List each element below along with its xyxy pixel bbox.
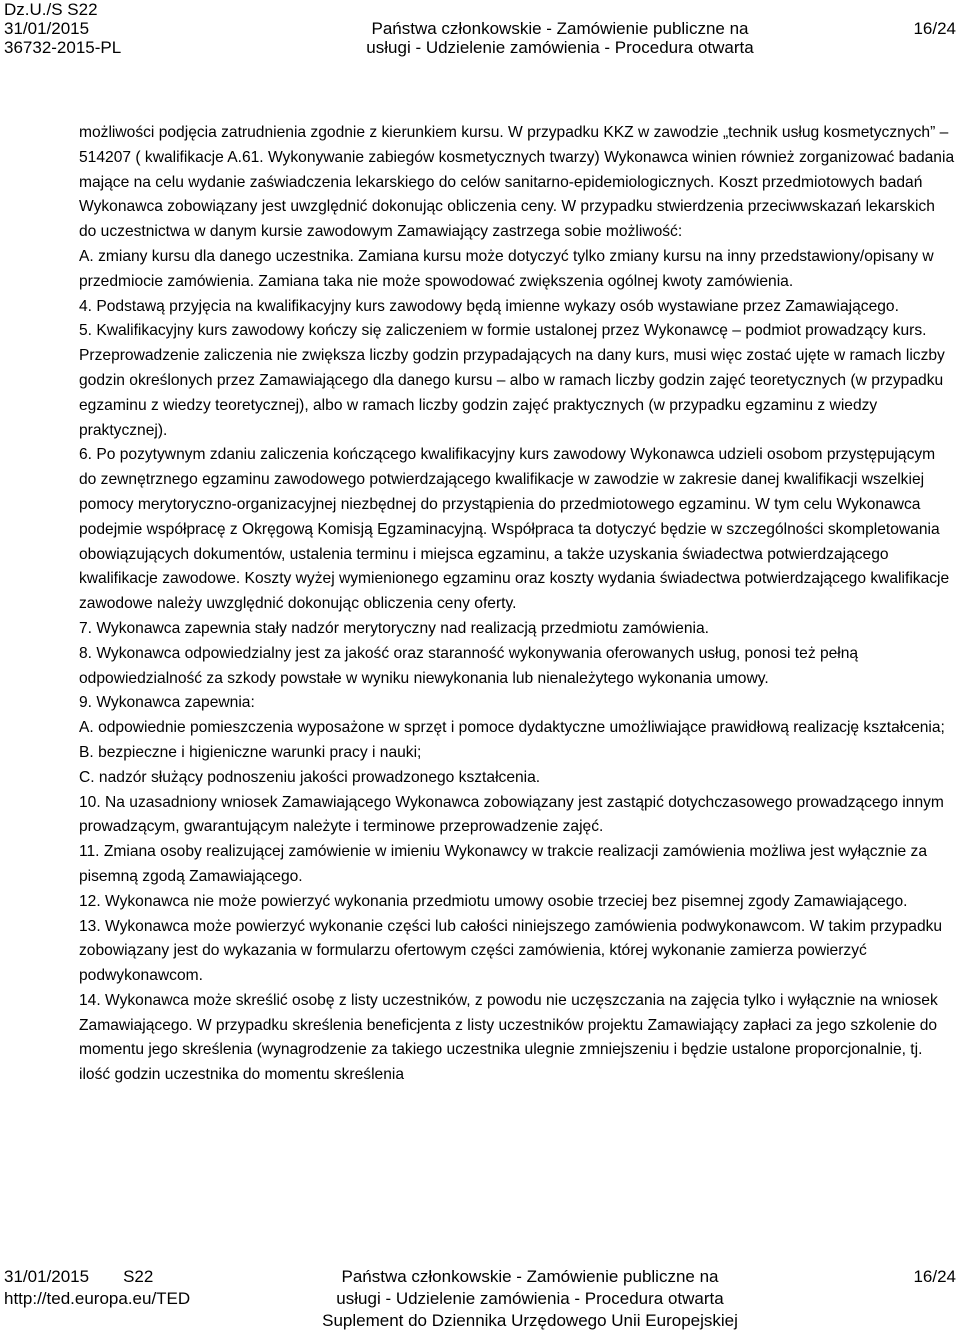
page-footer [0, 1263, 960, 1330]
footer-title-line1: Państwa członkowskie - Zamówienie publiczne na [341, 1267, 719, 1286]
footer-series: S22 [123, 1267, 154, 1286]
paragraph: 5. Kwalifikacyjny kurs zawodowy kończy się zaliczeniem w formie ustalonej przez Wykonawcę – podmiot prowadzący kurs. Przeprowadzenie zaliczenia nie zwiększa liczby godzin przypadających na dany kurs, musi więc zostać ujęte w ramach liczby godzin określonych przez Zamawiającego dla danego kursu – albo w ramach liczby godzin zajęć teoretycznych (w przypadku egzaminu z wiedzy teoretycznej), albo w ramach liczby godzin zajęć praktycznych (w przypadku egzaminu z wiedzy praktycznej). [79, 322, 945, 439]
header-title-line2: usługi - Udzielenie zamówienia - Procedura otwarta [366, 38, 754, 57]
paragraph: B. bezpieczne i higieniczne warunki pracy i nauki; [79, 743, 422, 761]
document-body [79, 121, 955, 1088]
header-title-line1: Państwa członkowskie - Zamówienie publiczne na [371, 19, 749, 38]
paragraph: A. zmiany kursu dla danego uczestnika. Zamiana kursu może dotyczyć tylko zmiany kursu na inny przedstawiony/opisany w przedmiocie zamówienia. Zamiana taka nie może spowodować zwiększenia ogólnej kwoty zamówienia. [79, 247, 934, 290]
paragraph: 4. Podstawą przyjęcia na kwalifikacyjny kurs zawodowy będą imienne wykazy osób wystawiane przez Zamawiającego. [79, 297, 899, 315]
footer-page-number: 16/24 [913, 1267, 956, 1286]
paragraph: 13. Wykonawca może powierzyć wykonanie części lub całości niniejszego zamówienia podwykonawcom. W takim przypadku zobowiązany jest do wykazania w formularzu ofertowym części zamówienia, której wykonanie zamierza powierzyć podwykonawcom. [79, 917, 943, 985]
paragraph: A. odpowiednie pomieszczenia wyposażone w sprzęt i pomoce dydaktyczne umożliwiające prawidłową realizację kształcenia; [79, 719, 945, 737]
paragraph: 7. Wykonawca zapewnia stały nadzór merytoryczny nad realizacją przedmiotu zamówienia. [79, 619, 709, 637]
footer-url: http://ted.europa.eu/TED [4, 1289, 191, 1308]
notice-number: 36732-2015-PL [4, 38, 122, 57]
paragraph: 8. Wykonawca odpowiedzialny jest za jakość oraz staranność wykonywania oferowanych usług, ponosi też pełną odpowiedzialność za szkody powstałe w wyniku niewykonania lub nienależytego wykonania umowy. [79, 644, 859, 687]
footer-left [4, 1266, 190, 1310]
header-left [4, 0, 121, 57]
header-center [330, 0, 790, 57]
paragraph: 9. Wykonawca zapewnia: [79, 694, 255, 712]
paragraph: C. nadzór służący podnoszeniu jakości prowadzonego kształcenia. [79, 768, 541, 786]
footer-right [913, 1266, 956, 1288]
header-right [913, 0, 956, 38]
paragraph: 10. Na uzasadniony wniosek Zamawiającego Wykonawca zobowiązany jest zastąpić dotychczasowego prowadzącego innym prowadzącym, gwarantującym należyte i terminowe przeprowadzenie zajęć. [79, 793, 944, 836]
paragraph: 14. Wykonawca może skreślić osobę z listy uczestników, z powodu nie uczęszczania na zajęcia tylko i wyłącznie na wniosek Zamawiającego. W przypadku skreślenia beneficjenta z listy uczestników projektu Zamawiający zapłaci za jego szkolenie do momentu jego skreślenia (wynagrodzenie za takiego uczestnika ulegnie zmniejszeniu i będzie ustalone proporcjonalnie, tj. ilość godzin uczestnika do momentu skreślenia [79, 991, 938, 1084]
paragraph: 11. Zmiana osoby realizującej zamówienie w imieniu Wykonawcy w trakcie realizacji zamówienia możliwa jest wyłącznie za pisemną zgodą Zamawiającego. [79, 843, 928, 885]
footer-date: 31/01/2015 [4, 1267, 90, 1286]
paragraph: możliwości podjęcia zatrudnienia zgodnie z kierunkiem kursu. W przypadku KKZ w zawodzie „technik usług kosmetycznych” – 514207 ( kwalifikacje A.61. Wykonywanie zabiegów kosmetycznych twarzy) Wykonawca winien również zorganizować badania mające na celu wydanie zaświadczenia lekarskiego do celów sanitarno-epidemiologicznych. Koszt przedmiotowych badań Wykonawca zobowiązany jest uwzględnić dokonując obliczenia ceny. W przypadku stwierdzenia przeciwwskazań lekarskich do uczestnictwa w danym kursie zawodowym Zamawiający zastrzega sobie możliwość: [79, 124, 955, 241]
header-date: 31/01/2015 [4, 19, 90, 38]
page-header [0, 0, 960, 57]
paragraph: 12. Wykonawca nie może powierzyć wykonania przedmiotu umowy osobie trzeciej bez pisemnej zgody Zamawiającego. [79, 892, 908, 910]
footer-title-line2: usługi - Udzielenie zamówienia - Procedura otwarta [336, 1289, 724, 1308]
paragraph: 6. Po pozytywnym zdaniu zaliczenia kończącego kwalifikacyjny kurs zawodowy Wykonawca udzieli osobom przystępującym do zewnętrznego egzaminu zawodowego potwierdzającego kwalifikacje w zawodzie w zakresie danej kwalifikacji wszelkiej pomocy merytoryczno-organizacyjnej niezbędnej do przystąpienia do przedmiotowego egzaminu. W tym celu Wykonawca podejmie współpracę z Okręgową Komisją Egzaminacyjną. Współpraca ta dotyczyć będzie w szczególności skompletowania obowiązujących dokumentów, ustalenia terminu i miejsca egzaminu, a także uzyskania świadectwa potwierdzającego kwalifikacje zawodowe. Koszty wyżej wymienionego egzaminu oraz koszty wydania świadectwa potwierdzającego kwalifikacje zawodowe należy uwzględnić dokonując obliczenia ceny oferty. [79, 446, 950, 613]
journal-reference: Dz.U./S S22 [4, 0, 98, 19]
footer-center [290, 1266, 770, 1332]
footer-supplement: Suplement do Dziennika Urzędowego Unii Europejskiej [322, 1311, 738, 1330]
header-page-number: 16/24 [913, 19, 956, 38]
